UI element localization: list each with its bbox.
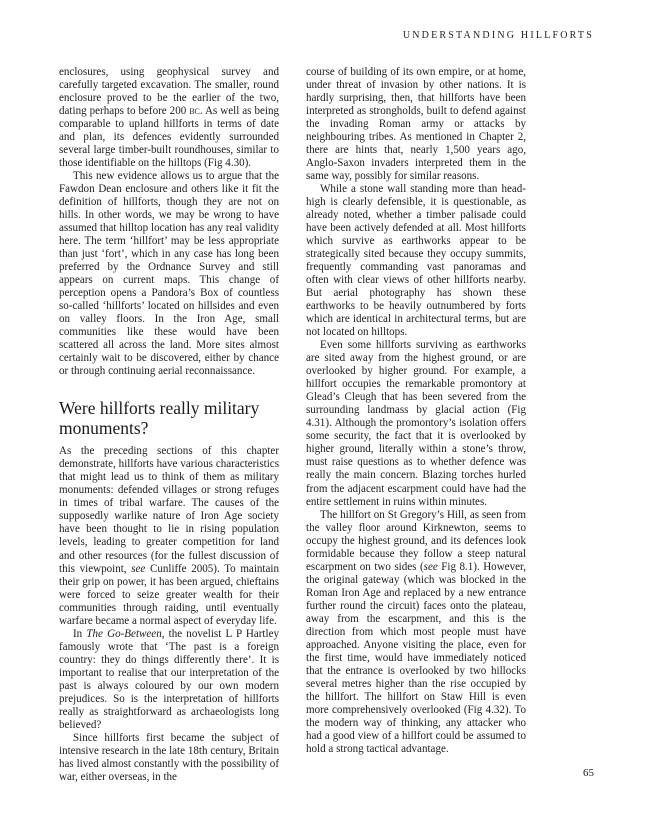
text-run: Cunliffe 2005). To maintain their grip on power, it has been argued, chieftains were forced to seize greater wealth for their communities through raiding, until eventually warfare became a normal aspect of everyday life. xyxy=(59,562,279,627)
italic-see: see xyxy=(423,560,438,573)
paragraph xyxy=(59,445,279,627)
paragraph: This new evidence allows us to argue that the Fawdon Dean enclosure and others like it fit the definition of hillforts, though they are not on hills. In other words, we may be wrong to have assumed that hilltop location has any real validity here. The term ‘hillfort’ may be less appropriate than just ‘fort’, which in any case has long been preferred by the Ordnance Survey and still appears on current maps. This change of perception opens a Pandora’s Box of countless so-called ‘hillforts’ located on hillsides and even on valley floors. In the Iron Age, small communities like these would have been scattered all across the land. More sites almost certainly wait to be discovered, either by chance or through continuing aerial reconnaissance. xyxy=(59,170,279,378)
paragraph: Even some hillforts surviving as earthworks are sited away from the highest ground, or are overlooked by higher ground. For example, a hillfort occupies the remarkable promontory at Glead’s Cleugh that has been severed from the surrounding landmass by glacial action (Fig 4.31). Although the promontory’s isolation offers some security, the fact that it is overlooked by higher ground, literally within a stone’s throw, must raise questions as to whether defence was really the main concern. Blazing torches hurled from the adjacent escarpment could have had the entire settlement in ruins within minutes. xyxy=(306,339,526,508)
paragraph xyxy=(306,509,526,756)
text-column-right xyxy=(306,66,526,756)
paragraph: enclosures, using geophysical survey and carefully targeted excavation. The smaller, round enclosure proved to be the earlier of the two, dating perhaps to before 200 bc. As well as being comparable to upland hillforts in terms of date and plan, its defences evidently surrounded several large timber-built roundhouses, similar to those identifiable on the hilltops (Fig 4.30). xyxy=(59,66,279,170)
page-number: 65 xyxy=(583,767,594,779)
running-head: UNDERSTANDING HILLFORTS xyxy=(402,30,594,41)
italic-see: see xyxy=(131,562,146,575)
book-title: The Go-Between xyxy=(86,627,162,640)
text-run: In xyxy=(73,627,87,640)
era-abbreviation: bc xyxy=(189,105,200,118)
paragraph xyxy=(59,628,279,732)
text-run: As the preceding sections of this chapter demonstrate, hillforts have various characteristics that might lead us to think of them as military monuments: defended villages or strong refuges in times of tribal warfare. The causes of the supposedly warlike nature of Iron Age society have been thought to lie in rising population levels, leading to greater competition for land and other resources (for the fullest discussion of this viewpoint, xyxy=(59,445,279,575)
text-run: , the novelist L P Hartley famously wrote that ‘The past is a foreign country: they do things differently there’. It is important to realise that our interpretation of the past is always coloured by our own modern prejudices. So is the interpretation of hillforts really as straightforward as archaeologists long believed? xyxy=(59,627,279,731)
text-run: Fig 8.1). However, the original gateway (which was blocked in the Roman Iron Age and replaced by a new entrance further round the circuit) faces onto the plateau, away from the escarpment, and this is the direction from which most people must have approached. Anyone visiting the place, even for the first time, would have immediately noticed that the entrance is overlooked by two hillocks several metres higher than the rise occupied by the hillfort. The hillfort on Staw Hill is even more comprehensively overlooked (Fig 4.32). To the modern way of thinking, any attacker who had a good view of a hillfort could be assumed to hold a strong tactical advantage. xyxy=(306,560,526,755)
section-heading: Were hillforts really military monuments? xyxy=(59,398,260,439)
text-column-left xyxy=(59,66,279,784)
paragraph: Since hillforts first became the subject of intensive research in the late 18th century, Britain has lived almost constantly with the possibility of war, either overseas, in the xyxy=(59,731,279,783)
paragraph: While a stone wall standing more than head-high is clearly defensible, it is questionable, as already noted, whether a timber palisade could have been actively defended at all. Most hillforts which survive as earthworks appear to be strategically sited because they occupy summits, frequently commanding vast panoramas and often with clear views of other hillforts nearby. But aerial photography has shown these earthworks to be heavily outnumbered by forts which are identical in architectural terms, but are not located on hilltops. xyxy=(306,183,526,339)
text-run: The hillfort on St Gregory’s Hill, as seen from the valley floor around Kirknewton, seems to occupy the highest ground, and its defences look formidable because they follow a steep natural escarpment on two sides ( xyxy=(306,508,526,573)
paragraph: course of building of its own empire, or at home, under threat of invasion by other nations. It is hardly surprising, then, that hillforts have been interpreted as strongholds, built to defend against the invading Roman army or attacks by neighbouring tribes. As mentioned in Chapter 2, there are hints that, nearly 1,500 years ago, Anglo-Saxon invaders interpreted them in the same way, possibly for similar reasons. xyxy=(306,66,526,183)
